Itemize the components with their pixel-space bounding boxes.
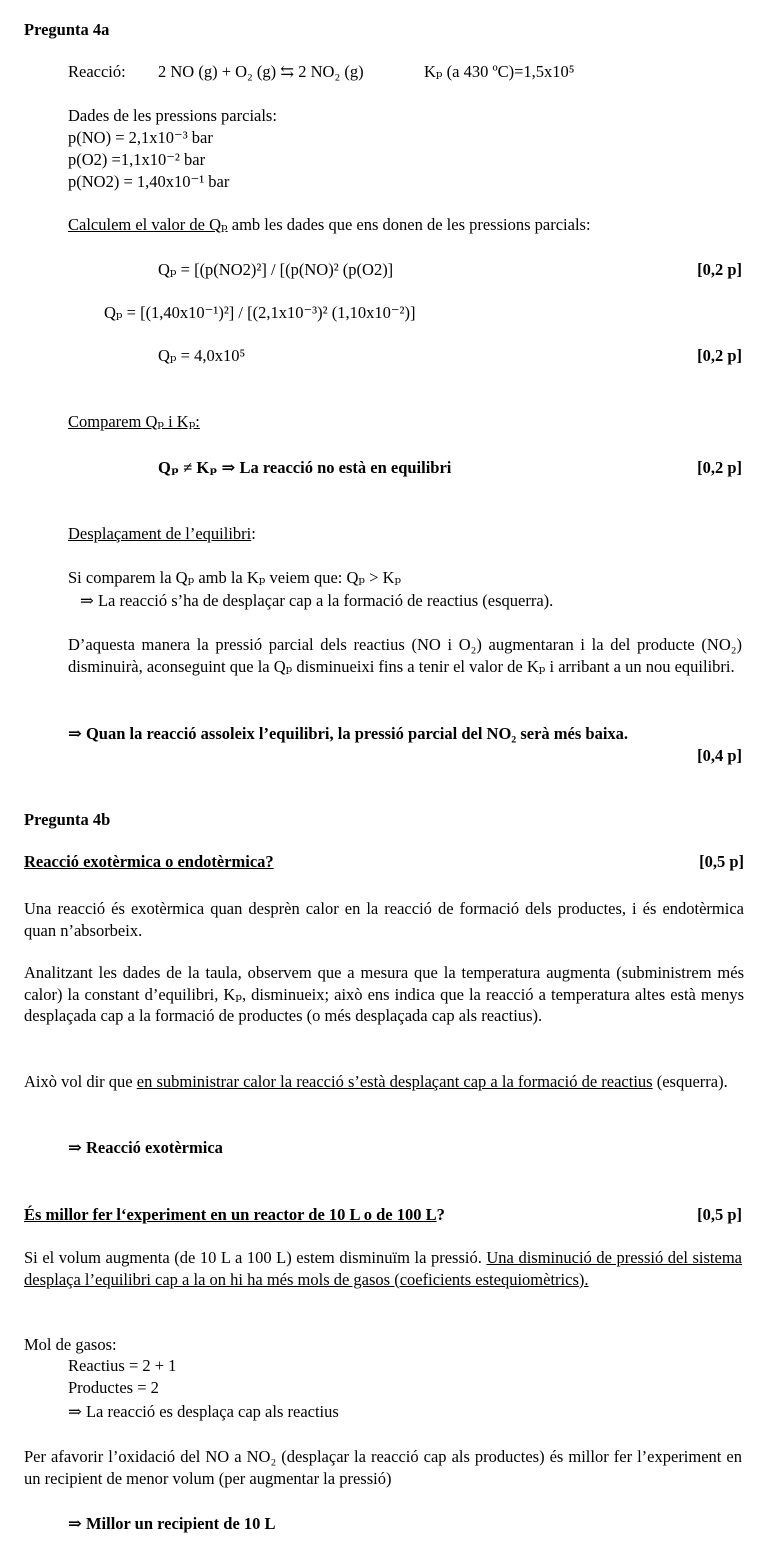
qp-formula: Qₚ = [(p(NO2)²] / [(p(NO)² (p(O2)]: [158, 260, 394, 279]
points-conclusion: [0,4 p]: [697, 746, 742, 765]
subtitle-reactor: [24, 1205, 445, 1225]
shift-line-2: ⇒ La reacció s’ha de desplaçar cap a la formació de reactius (esquerra).: [80, 591, 554, 610]
shift-paragraph: D’aquesta manera la pressió parcial dels reactius (NO i O₂) augmentaran i la del producte (NO₂) disminuirà, aconseguint que la Qₚ disminueixi fins a tenir el valor de Kₚ i arribant a un nou equilibri.: [68, 635, 742, 676]
reaction-equation: 2 NO (g) + O₂ (g) ⇆ 2 NO₂ (g): [158, 62, 364, 81]
paragraph-conclusion: [24, 1071, 744, 1093]
qp-result: Qₚ = 4,0x10⁵: [158, 346, 246, 365]
points-exo-endo: [0,5 p]: [699, 852, 744, 871]
mol-productes: Productes = 2: [68, 1378, 159, 1397]
calc-title-underlined: Calculem el valor de Qₚ: [68, 215, 228, 234]
kp-value: Kₚ (a 430 ºC)=1,5x10⁵: [424, 62, 575, 81]
points-compare: [0,2 p]: [697, 458, 742, 477]
paragraph-oxidation: Per afavorir l’oxidació del NO a NO₂ (desplaçar la reacció cap als productes) és millor fer l’experiment en un recipient de menor volum (per augmentar la pressió): [24, 1447, 742, 1488]
points-qp-result: [0,2 p]: [697, 346, 742, 365]
paragraph-definition: Una reacció és exotèrmica quan desprèn calor en la reacció de formació dels productes, i és endotèrmica quan n’absorbeix.: [24, 899, 744, 940]
par3-start: Això vol dir que: [24, 1072, 137, 1091]
p-o2: p(O2) =1,1x10⁻² bar: [68, 150, 206, 169]
points-qp-formula: [0,2 p]: [697, 260, 742, 279]
calc-title: [68, 215, 591, 235]
paragraph-volume: [24, 1247, 742, 1290]
par3-underlined: en subministrar calor la reacció s’està desplaçant cap a la formació de reactius: [136, 1072, 653, 1091]
shift-line-1: Si comparem la Qₚ amb la Kₚ veiem que: Qₚ > Kₚ: [68, 568, 402, 587]
mol-result: ⇒ La reacció es desplaça cap als reactius: [68, 1402, 339, 1421]
final-answer: ⇒ Millor un recipient de 10 L: [68, 1514, 276, 1533]
par4-underlined: Una disminució de pressió del sistema desplaça l’equilibri cap a la on hi ha més mols de gasos (coeficients estequiomètrics).: [24, 1248, 742, 1289]
shift-title: [68, 524, 256, 544]
reaction-label: Reacció:: [68, 62, 126, 81]
subtitle-reactor-q: ?: [436, 1205, 445, 1224]
subtitle-exo-endo: Reacció exotèrmica o endotèrmica?: [24, 852, 274, 871]
paragraph-analysis: Analitzant les dades de la taula, observem que a mesura que la temperatura augmenta (subministrem més calor) la constant d’equilibri, Kₚ, disminueix; això ens indica que la reacció a temperatura altes està menys desplaçada cap a la formació de productes (o més desplaçada cap als reactius).: [24, 963, 744, 1025]
compare-title: Comparem Qₚ i Kₚ:: [68, 412, 200, 431]
title-4a: Pregunta 4a: [24, 20, 110, 39]
par3-end: (esquerra).: [652, 1072, 728, 1091]
compare-result: Qₚ ≠ Kₚ ⇒ La reacció no està en equilibri: [158, 458, 452, 477]
subtitle-reactor-underlined: És millor fer l‘experiment en un reactor de 10 L o de 100 L: [24, 1205, 437, 1224]
qp-substitution: Qₚ = [(1,40x10⁻¹)²] / [(2,1x10⁻³)² (1,10x10⁻²)]: [104, 303, 416, 322]
mol-reactius: Reactius = 2 + 1: [68, 1356, 177, 1375]
calc-title-rest: amb les dades que ens donen de les pressions parcials:: [227, 215, 591, 234]
exo-result: ⇒ Reacció exotèrmica: [68, 1138, 223, 1157]
shift-title-colon: :: [251, 524, 256, 543]
p-no2: p(NO2) = 1,40x10⁻¹ bar: [68, 172, 230, 191]
partial-pressures-title: Dades de les pressions parcials:: [68, 106, 277, 125]
conclusion-4a: ⇒ Quan la reacció assoleix l’equilibri, la pressió parcial del NO₂ serà més baixa.: [68, 724, 629, 743]
shift-title-underlined: Desplaçament de l’equilibri: [68, 524, 252, 543]
mol-title: Mol de gasos:: [24, 1335, 117, 1354]
p-no: p(NO) = 2,1x10⁻³ bar: [68, 128, 213, 147]
points-reactor: [0,5 p]: [697, 1205, 742, 1224]
par4-start: Si el volum augmenta (de 10 L a 100 L) estem disminuïm la pressió.: [24, 1248, 487, 1267]
title-4b: Pregunta 4b: [24, 810, 111, 829]
